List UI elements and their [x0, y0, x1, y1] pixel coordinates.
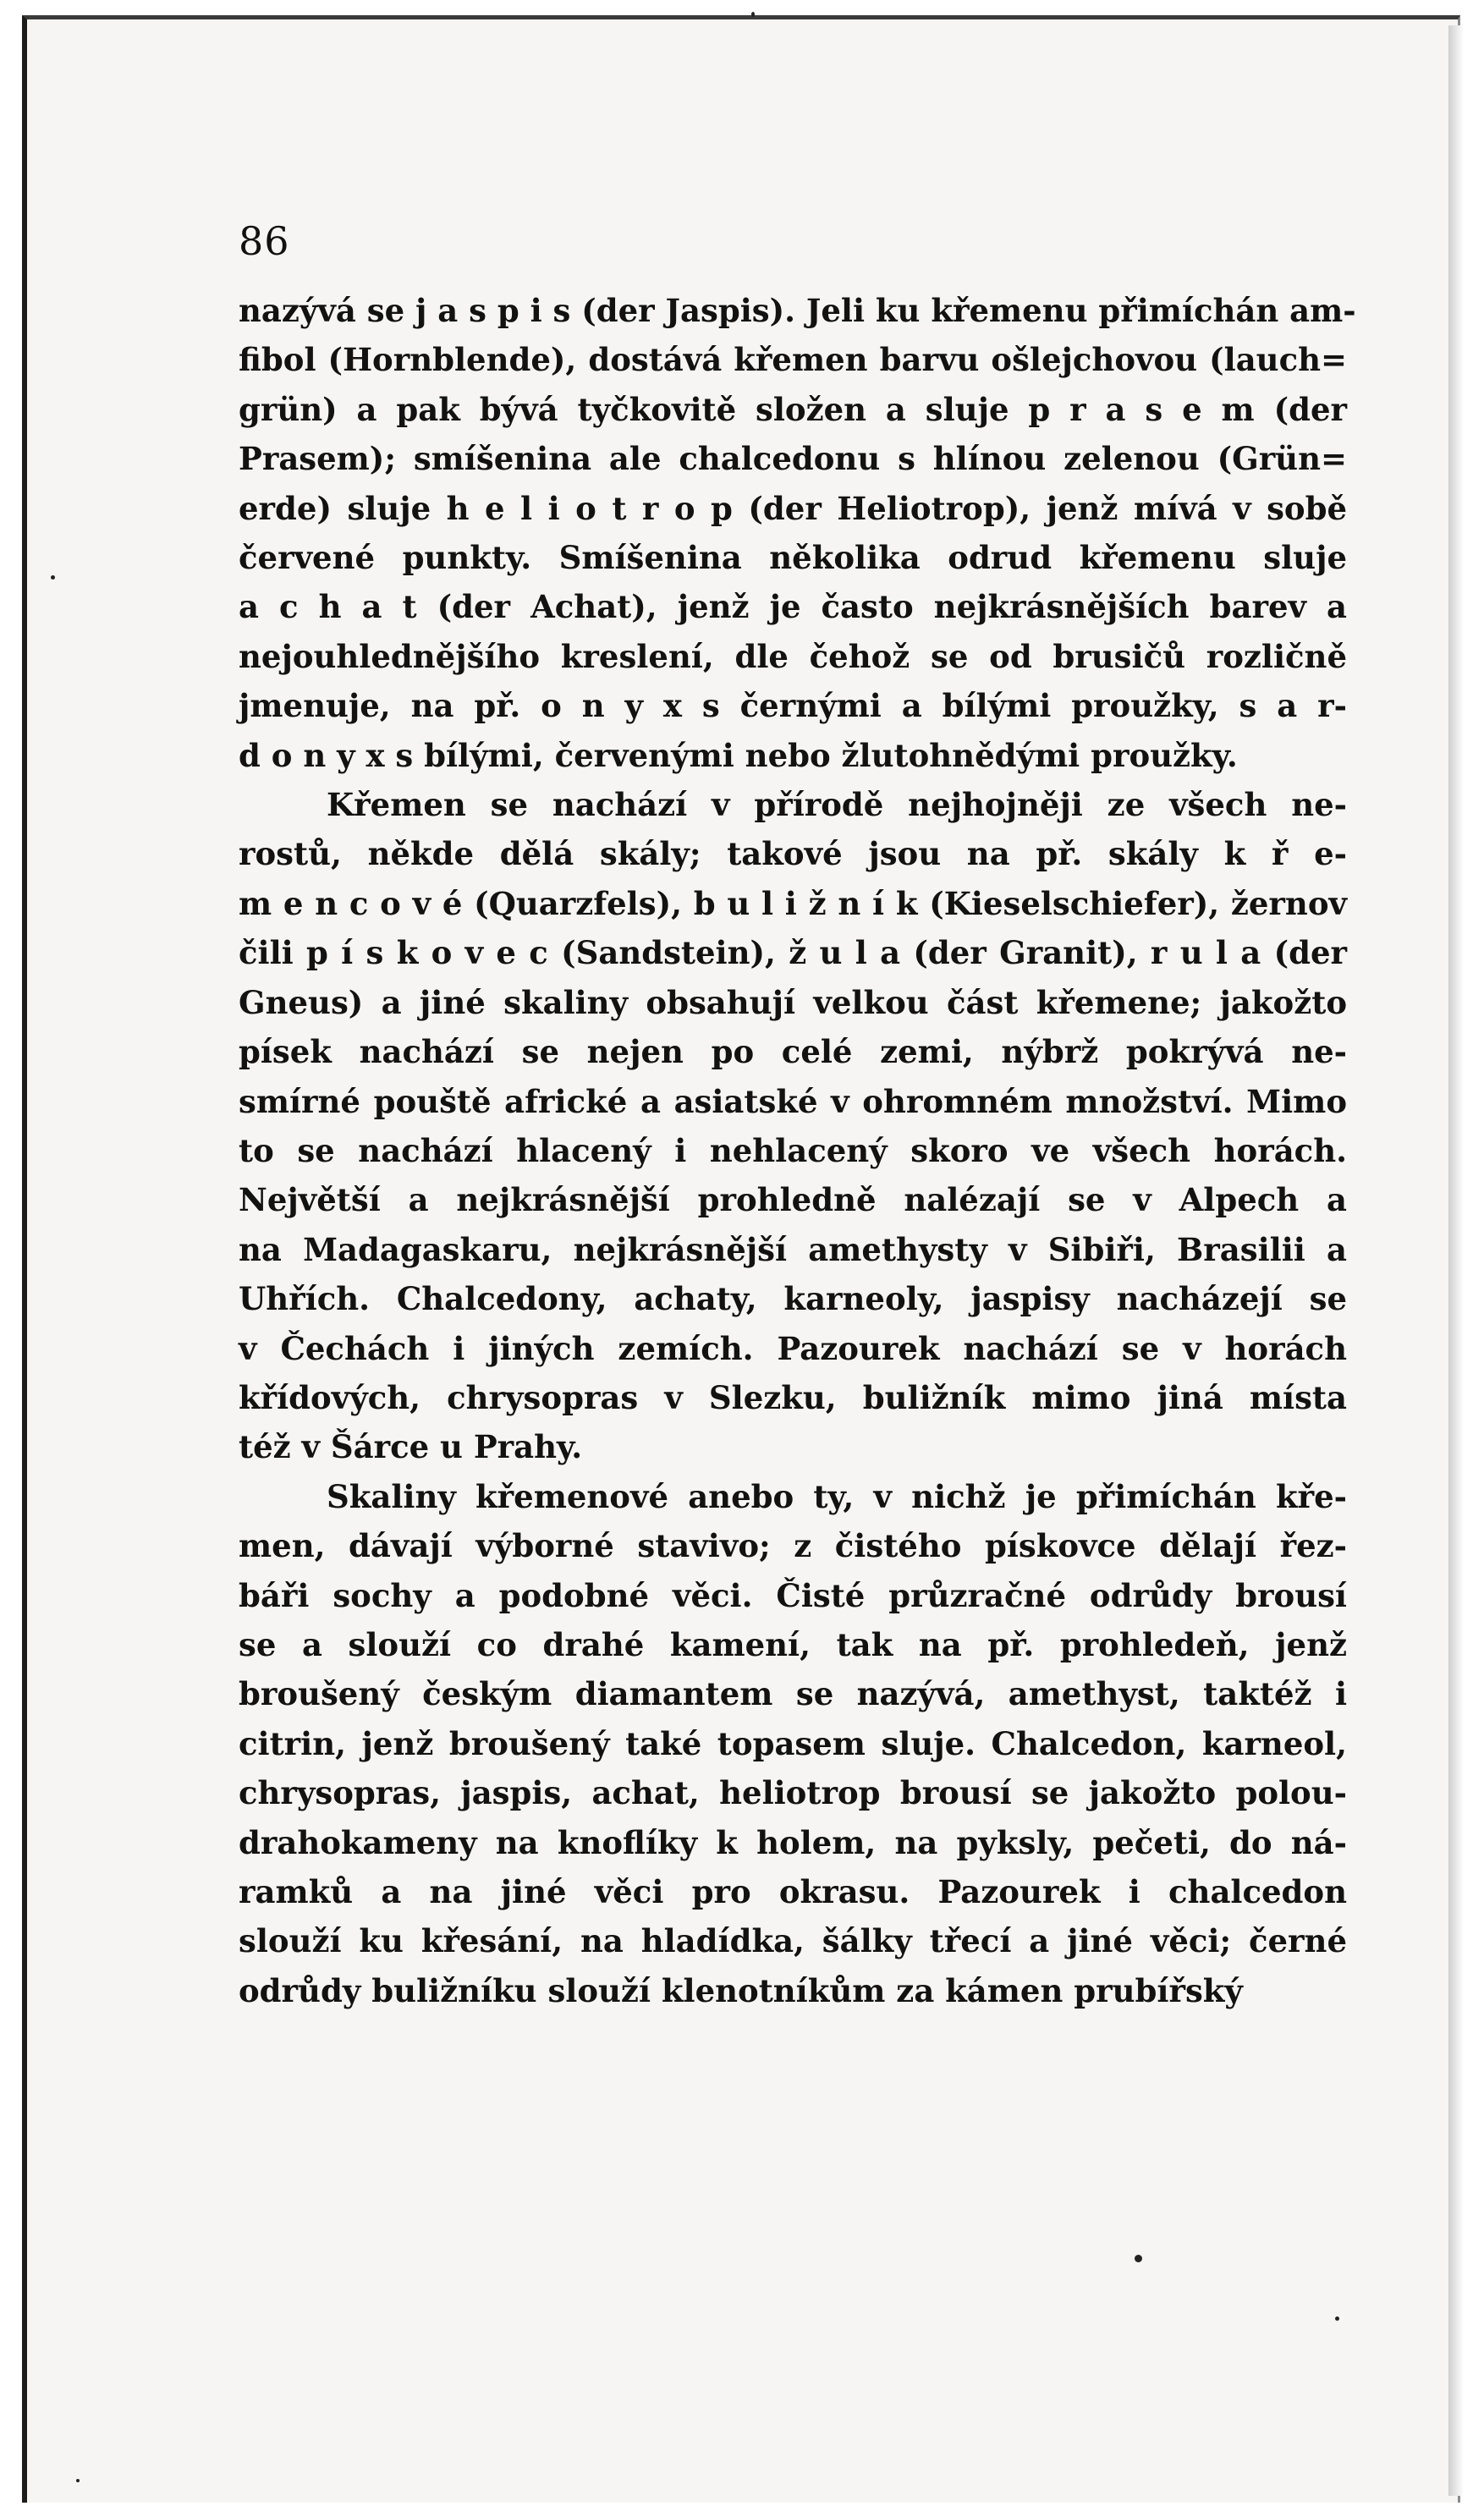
- scan-speck: [751, 12, 755, 17]
- text-line: d o n y x s bílými, červenými nebo žlutohnědými proužky.: [239, 736, 1238, 774]
- text-line: rostů, někde dělá skály; takové jsou na př. skály k ř e-: [239, 835, 1347, 873]
- text-line: písek nachází se nejen po celé zemi, nýbrž pokrývá ne-: [239, 1033, 1347, 1071]
- scan-speck: [76, 2479, 80, 2482]
- text-line: smírné pouště africké a asiatské v ohromném množství. Mimo: [239, 1082, 1347, 1120]
- text-line: erde) sluje h e l i o t r o p (der Heliotrop), jenž mívá v sobě: [239, 489, 1347, 527]
- scan-speck: [1135, 2255, 1142, 2262]
- text-line: jmenuje, na př. o n y x s černými a bílými proužky, s a r-: [239, 687, 1347, 725]
- scan-speck: [1335, 2316, 1339, 2321]
- text-line: na Madagaskaru, nejkrásnější amethysty v Sibiři, Brasilii a: [239, 1230, 1347, 1268]
- text-line: ramků a na jiné věci pro okrasu. Pazourek i chalcedon: [239, 1873, 1347, 1910]
- text-line: Prasem); smíšenina ale chalcedonu s hlínou zelenou (Grün=: [239, 440, 1347, 478]
- text-line: čili p í s k o v e c (Sandstein), ž u l a (der Granit), r u l a (der: [239, 934, 1347, 972]
- text-line: Křemen se nachází v přírodě nejhojněji ze všech ne-: [327, 786, 1347, 824]
- text-line: men, dávají výborné stavivo; z čistého pískovce dělají řez-: [239, 1527, 1347, 1565]
- text-line: červené punkty. Smíšenina několika odrud křemenu sluje: [239, 539, 1347, 577]
- text-line: m e n c o v é (Quarzfels), b u l i ž n í k (Kieselschiefer), žernov: [239, 884, 1347, 922]
- text-line: chrysopras, jaspis, achat, heliotrop brousí se jakožto polou-: [239, 1774, 1347, 1812]
- page-number: 86: [239, 218, 290, 264]
- text-line: broušený českým diamantem se nazývá, amethyst, taktéž i: [239, 1675, 1347, 1713]
- scan-speck: [51, 575, 55, 580]
- text-line: nejouhlednějšího kreslení, dle čehož se od brusičů rozličně: [239, 637, 1347, 675]
- text-line: Největší a nejkrásnější prohledně nalézají se v Alpech a: [239, 1181, 1347, 1219]
- text-line: grün) a pak bývá tyčkovitě složen a sluje p r a s e m (der: [239, 390, 1347, 428]
- text-line: báři sochy a podobné věci. Čisté průzračné odrůdy brousí: [239, 1576, 1347, 1614]
- text-line: Skaliny křemenové anebo ty, v nichž je přimíchán kře-: [327, 1477, 1347, 1515]
- text-line: to se nachází hlacený i nehlacený skoro ve všech horách.: [239, 1131, 1347, 1169]
- text-line: Uhřích. Chalcedony, achaty, karneoly, jaspisy nacházejí se: [239, 1280, 1347, 1318]
- text-line: se a slouží co drahé kamení, tak na př. prohledeň, jenž: [239, 1625, 1347, 1663]
- text-line: fibol (Hornblende), dostává křemen barvu ošlejchovou (lauch=: [239, 341, 1347, 379]
- text-line: odrůdy buližníku slouží klenotníkům za kámen prubířský: [239, 1971, 1243, 2009]
- body-text: [239, 286, 1356, 2015]
- text-line: slouží ku křesání, na hladídka, šálky třecí a jiné věci; černé: [239, 1922, 1347, 1960]
- page-edge-shadow: [1448, 25, 1464, 2496]
- text-line: drahokameny na knoflíky k holem, na pyksly, pečeti, do ná-: [239, 1823, 1347, 1861]
- text-line: a c h a t (der Achat), jenž je často nejkrásnějších barev a: [239, 588, 1347, 626]
- text-line: citrin, jenž broušený také topasem sluje. Chalcedon, karneol,: [239, 1724, 1347, 1762]
- text-line: křídových, chrysopras v Slezku, buližník mimo jiná místa: [239, 1378, 1347, 1416]
- text-line: nazývá se j a s p i s (der Jaspis). Jeli ku křemenu přimíchán am-: [239, 292, 1356, 329]
- text-line: v Čechách i jiných zemích. Pazourek nachází se v horách: [239, 1329, 1347, 1367]
- text-line: též v Šárce u Prahy.: [239, 1428, 583, 1466]
- text-line: Gneus) a jiné skaliny obsahují velkou část křemene; jakožto: [239, 983, 1347, 1021]
